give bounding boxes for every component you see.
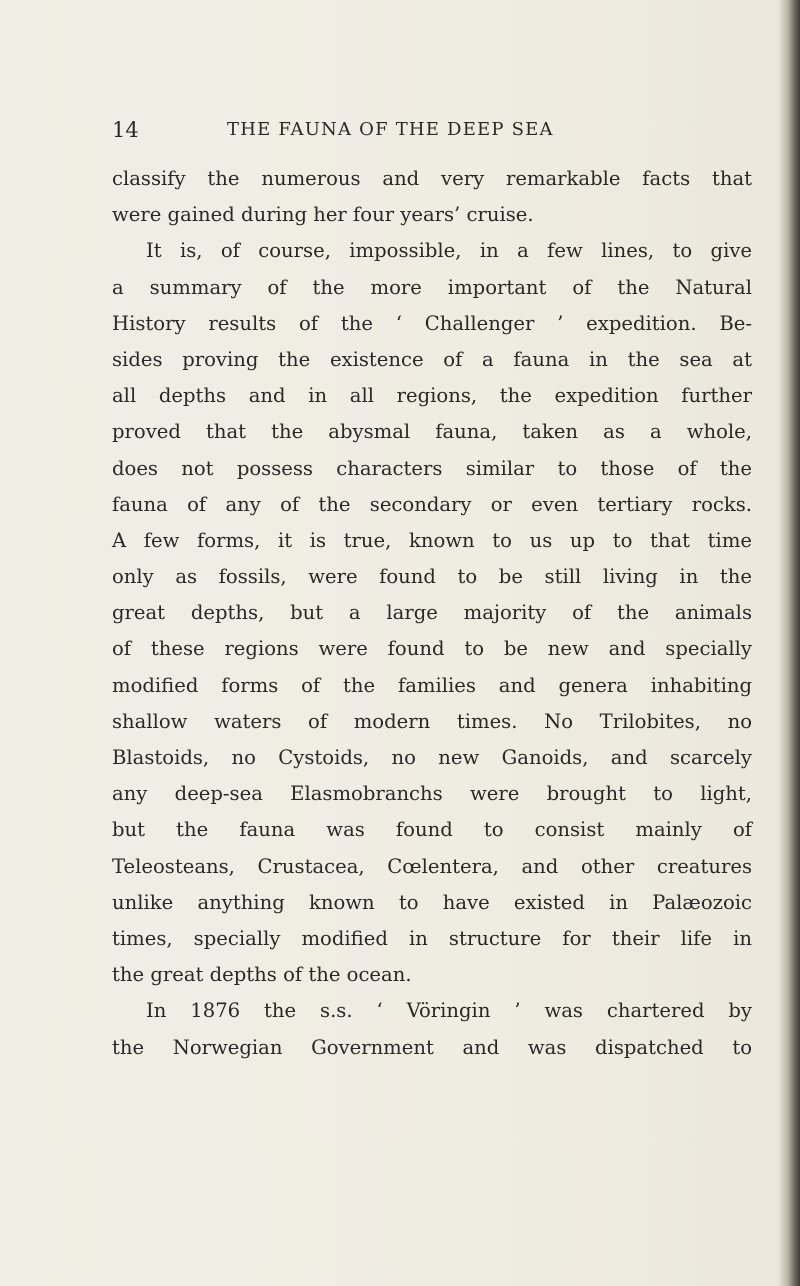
text-line: does not possess characters similar to those of the <box>112 456 752 480</box>
text-line: times, specially modified in structure for their life in <box>112 926 752 950</box>
text-line: the Norwegian Government and was dispatched to <box>112 1035 752 1059</box>
text-line: sides proving the existence of a fauna in the sea at <box>112 347 752 371</box>
page-binding-edge <box>778 0 800 1286</box>
text-line: the great depths of the ocean. <box>112 963 412 987</box>
text-line: In 1876 the s.s. ‘ Vöringin ’ was chartered by <box>146 999 752 1023</box>
text-line: were gained during her four years’ cruise. <box>112 203 534 227</box>
text-line: of these regions were found to be new and specially <box>112 637 752 661</box>
text-line: classify the numerous and very remarkable facts that <box>112 167 752 190</box>
body-text <box>112 161 752 1066</box>
text-line: A few forms, it is true, known to us up to that time <box>112 528 752 552</box>
text-line: but the fauna was found to consist mainly of <box>112 818 752 842</box>
text-line: shallow waters of modern times. No Trilobites, no <box>112 709 752 733</box>
running-head <box>112 116 752 146</box>
text-line: proved that the abysmal fauna, taken as a whole, <box>112 420 752 444</box>
text-line: modified forms of the families and genera inhabiting <box>112 673 752 697</box>
page-number: 14 <box>112 118 139 142</box>
text-line: a summary of the more important of the Natural <box>112 275 752 299</box>
text-line: great depths, but a large majority of the animals <box>112 601 752 625</box>
text-line: fauna of any of the secondary or even tertiary rocks. <box>112 492 752 516</box>
text-line: Teleosteans, Crustacea, Cœlentera, and other creatures <box>112 854 752 878</box>
text-line: only as fossils, were found to be still living in the <box>112 565 752 589</box>
running-title: THE FAUNA OF THE DEEP SEA <box>227 119 554 140</box>
text-line: all depths and in all regions, the expedition further <box>112 384 752 408</box>
text-line: It is, of course, impossible, in a few lines, to give <box>146 239 752 263</box>
text-line: any deep-sea Elasmobranchs were brought to light, <box>112 782 752 806</box>
text-line: unlike anything known to have existed in Palæozoic <box>112 890 752 914</box>
text-line: History results of the ‘ Challenger ’ expedition. Be- <box>112 311 752 335</box>
text-line: Blastoids, no Cystoids, no new Ganoids, and scarcely <box>112 746 752 769</box>
